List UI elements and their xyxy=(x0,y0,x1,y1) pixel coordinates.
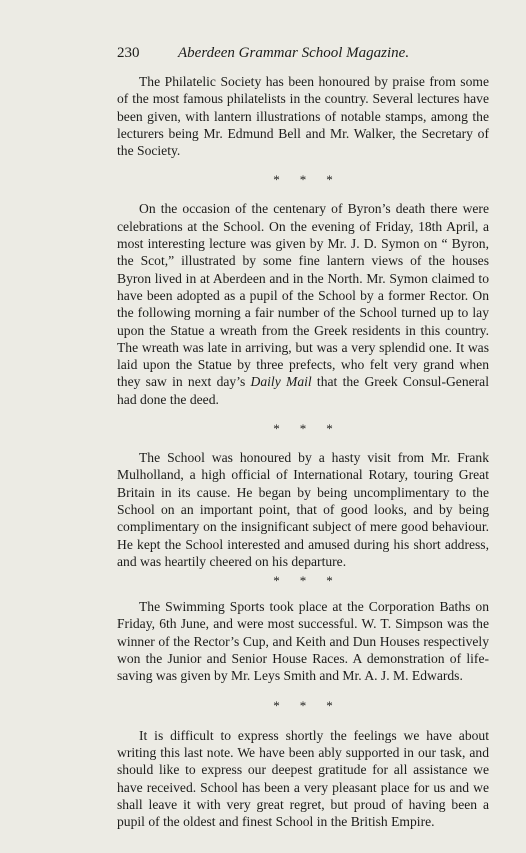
paragraph-byron-centenary xyxy=(117,200,489,408)
separator-asterisk: * xyxy=(273,172,280,188)
page-number: 230 xyxy=(117,45,140,61)
separator-asterisk: * xyxy=(326,421,333,437)
separator-asterisk: * xyxy=(299,573,307,589)
separator-asterisk: * xyxy=(273,421,280,437)
separator-asterisk: * xyxy=(326,697,333,713)
byron-text-end: that the Greek Consul-General had done the deed. xyxy=(117,374,489,407)
separator-asterisk: * xyxy=(326,573,333,589)
paragraph-rotary-visit: The School was honoured by a hasty visit from Mr. Frank Mulholland, a high official of International Rotary, touring Great Britain in its cause. He began by being uncomplimentary to the School on an important point, that of good looks, and by being complimentary on the insignificant subject of mere good behaviour. He kept the School interested and amused during his short address, and was heartily cheered on his departure. xyxy=(117,450,489,569)
byron-text-start: On the occasion of the centenary of Byron’s death there were celebrations at the School. On the evening of Friday, 18th April, a most interesting lecture was given by Mr. J. D. Symon on “ Byron, the Scot,” illustrated by some fine lantern views of the houses Byron lived in at Aberdeen and in the North. Mr. Symon claimed to have been adopted as a pupil of the School by a former Rector. On the following morning a fair number of the School turned up to lay upon the Statue a wreath from the Greek residents in this country. The wreath was late in arriving, but was a very splendid one. It was laid upon the Statue by three prefects, who felt very grand when they saw in next day’s xyxy=(117,201,489,390)
section-separator xyxy=(117,699,489,713)
paragraph-philatelic-society: The Philatelic Society has been honoured by praise from some of the most famous philatelists in the country. Several lectures have been given, with lantern illustrations of notable stamps, among the lecturers being Mr. Edmund Bell and Mr. Walker, the Secretary of the Society. xyxy=(117,74,489,159)
separator-asterisk: * xyxy=(299,697,307,713)
newspaper-title: Daily Mail xyxy=(250,374,312,390)
section-separator xyxy=(117,173,489,187)
running-header xyxy=(117,44,477,62)
section-separator xyxy=(117,422,489,436)
separator-asterisk: * xyxy=(299,421,307,437)
page-body xyxy=(117,73,489,830)
separator-asterisk: * xyxy=(299,172,307,188)
paragraph-farewell-note: It is difficult to express shortly the feelings we have about writing this last note. We have been ably supported in our task, and should like to express our deepest gratitude for all assistance we have received. School has been a very pleasant place for us and we shall leave it with very great regret, but proud of having been a pupil of the oldest and finest School in the British Empire. xyxy=(117,727,489,830)
paragraph-swimming-sports: The Swimming Sports took place at the Corporation Baths on Friday, 6th June, and were most successful. W. T. Simpson was the winner of the Rector’s Cup, and Keith and Dun Houses respectively won the Junior and Senior House Races. A demonstration of life-saving was given by Mr. Leys Smith and Mr. A. J. M. Edwards. xyxy=(117,599,489,684)
separator-asterisk: * xyxy=(273,697,280,713)
separator-asterisk: * xyxy=(326,172,333,188)
section-separator xyxy=(117,574,489,588)
running-title: Aberdeen Grammar School Magazine. xyxy=(178,45,410,61)
separator-asterisk: * xyxy=(273,573,280,589)
